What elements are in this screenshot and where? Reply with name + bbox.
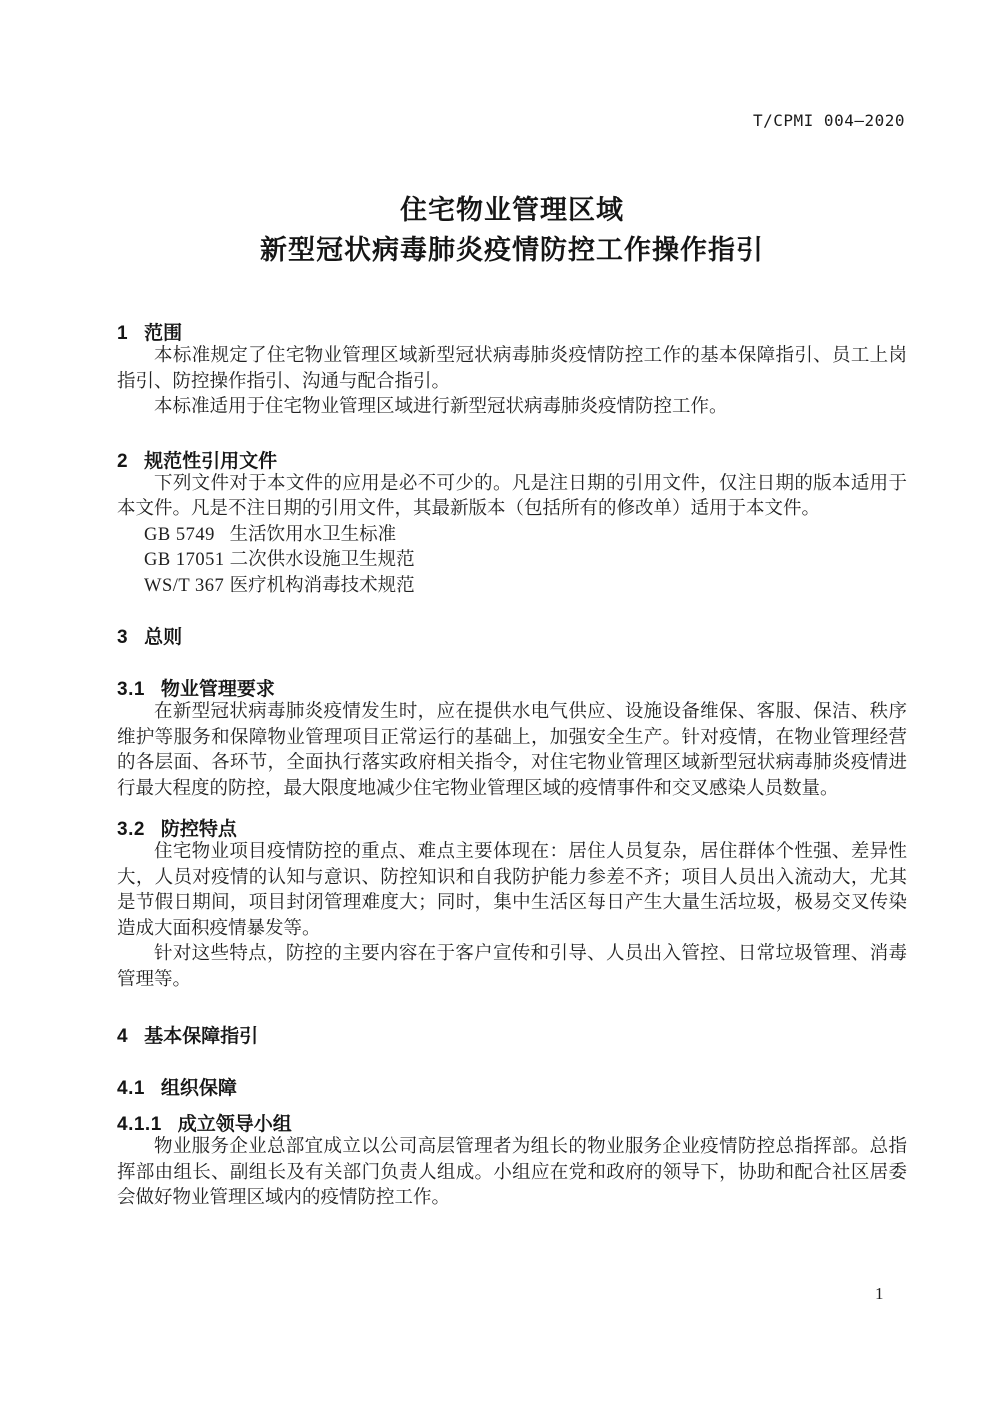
reference-title: 医疗机构消毒技术规范 bbox=[229, 575, 415, 596]
section-2-number: 2 bbox=[117, 450, 129, 472]
section-2-heading bbox=[117, 451, 907, 472]
document-title bbox=[117, 190, 907, 270]
reference-code: WS/T 367 bbox=[144, 575, 225, 596]
section-3-1-title: 物业管理要求 bbox=[160, 679, 275, 700]
section-1-title: 范围 bbox=[144, 323, 183, 344]
section-1-heading bbox=[117, 323, 907, 344]
document-title-line-2: 新型冠状病毒肺炎疫情防控工作操作指引 bbox=[260, 235, 764, 265]
section-3-1-number: 3.1 bbox=[117, 679, 145, 700]
section-4-1-title: 组织保障 bbox=[160, 1078, 237, 1099]
section-3-2-heading bbox=[117, 819, 907, 840]
reference-code: GB 17051 bbox=[144, 550, 225, 570]
section-3-title: 总则 bbox=[144, 627, 183, 648]
reference-item bbox=[144, 574, 907, 600]
reference-item bbox=[144, 523, 907, 549]
section-3-2-paragraph-2: 针对这些特点，防控的主要内容在于客户宣传和引导、人员出入管控、日常垃圾管理、消毒管理等。 bbox=[117, 944, 907, 990]
section-4-title: 基本保障指引 bbox=[144, 1026, 259, 1047]
standard-code-header: T/CPMI 004—2020 bbox=[753, 111, 905, 130]
section-1-paragraph-1: 本标准规定了住宅物业管理区域新型冠状病毒肺炎疫情防控工作的基本保障指引、员工上岗指引、防控操作指引、沟通与配合指引。 bbox=[117, 346, 907, 392]
section-2-title: 规范性引用文件 bbox=[144, 450, 278, 472]
section-3-2-paragraph-1: 住宅物业项目疫情防控的重点、难点主要体现在：居住人员复杂，居住群体个性强、差异性大，人员对疫情的认知与意识、防控知识和自我防护能力参差不齐；项目人员出入流动大，尤其是节假日期间，项目封闭管理难度大；同时，集中生活区每日产生大量生活垃圾，极易交叉传染造成大面积疫情暴发等。 bbox=[117, 842, 907, 939]
page-number: 1 bbox=[875, 1284, 884, 1303]
section-3-number: 3 bbox=[117, 627, 129, 648]
section-4-1-1-number: 4.1.1 bbox=[117, 1114, 162, 1135]
normative-references-list bbox=[117, 523, 907, 600]
reference-title: 二次供水设施卫生规范 bbox=[229, 550, 415, 570]
document-title-line-1: 住宅物业管理区域 bbox=[400, 195, 624, 225]
section-3-2-number: 3.2 bbox=[117, 819, 145, 840]
reference-code: GB 5749 bbox=[144, 524, 215, 545]
section-2-paragraph-1: 下列文件对于本文件的应用是必不可少的。凡是注日期的引用文件，仅注日期的版本适用于本文件。凡是不注日期的引用文件，其最新版本（包括所有的修改单）适用于本文件。 bbox=[117, 473, 907, 519]
section-3-heading bbox=[117, 627, 907, 648]
section-1-number: 1 bbox=[117, 323, 129, 344]
section-3-2-title: 防控特点 bbox=[160, 819, 237, 840]
reference-item bbox=[144, 548, 907, 574]
section-4-1-1-paragraph-1: 物业服务企业总部宜成立以公司高层管理者为组长的物业服务企业疫情防控总指挥部。总指挥部由组长、副组长及有关部门负责人组成。小组应在党和政府的领导下，协助和配合社区居委会做好物业管理区域内的疫情防控工作。 bbox=[117, 1137, 907, 1208]
section-3-1-heading bbox=[117, 679, 907, 700]
reference-title: 生活饮用水卫生标准 bbox=[229, 524, 397, 545]
section-4-1-number: 4.1 bbox=[117, 1078, 145, 1099]
section-4-1-heading bbox=[117, 1078, 907, 1099]
section-4-1-1-heading bbox=[117, 1114, 907, 1135]
section-4-1-1-title: 成立领导小组 bbox=[177, 1114, 292, 1135]
section-4-number: 4 bbox=[117, 1026, 129, 1047]
section-1-paragraph-2: 本标准适用于住宅物业管理区域进行新型冠状病毒肺炎疫情防控工作。 bbox=[154, 397, 728, 417]
document-content bbox=[0, 190, 1000, 1212]
section-3-1-paragraph-1: 在新型冠状病毒肺炎疫情发生时，应在提供水电气供应、设施设备维保、客服、保洁、秩序维护等服务和保障物业管理项目正常运行的基础上，加强安全生产。针对疫情，在物业管理经营的各层面、各环节，全面执行落实政府相关指令，对住宅物业管理区域新型冠状病毒肺炎疫情进行最大程度的防控，最大限度地减少住宅物业管理区域的疫情事件和交叉感染人员数量。 bbox=[117, 702, 907, 799]
section-4-heading bbox=[117, 1026, 907, 1047]
